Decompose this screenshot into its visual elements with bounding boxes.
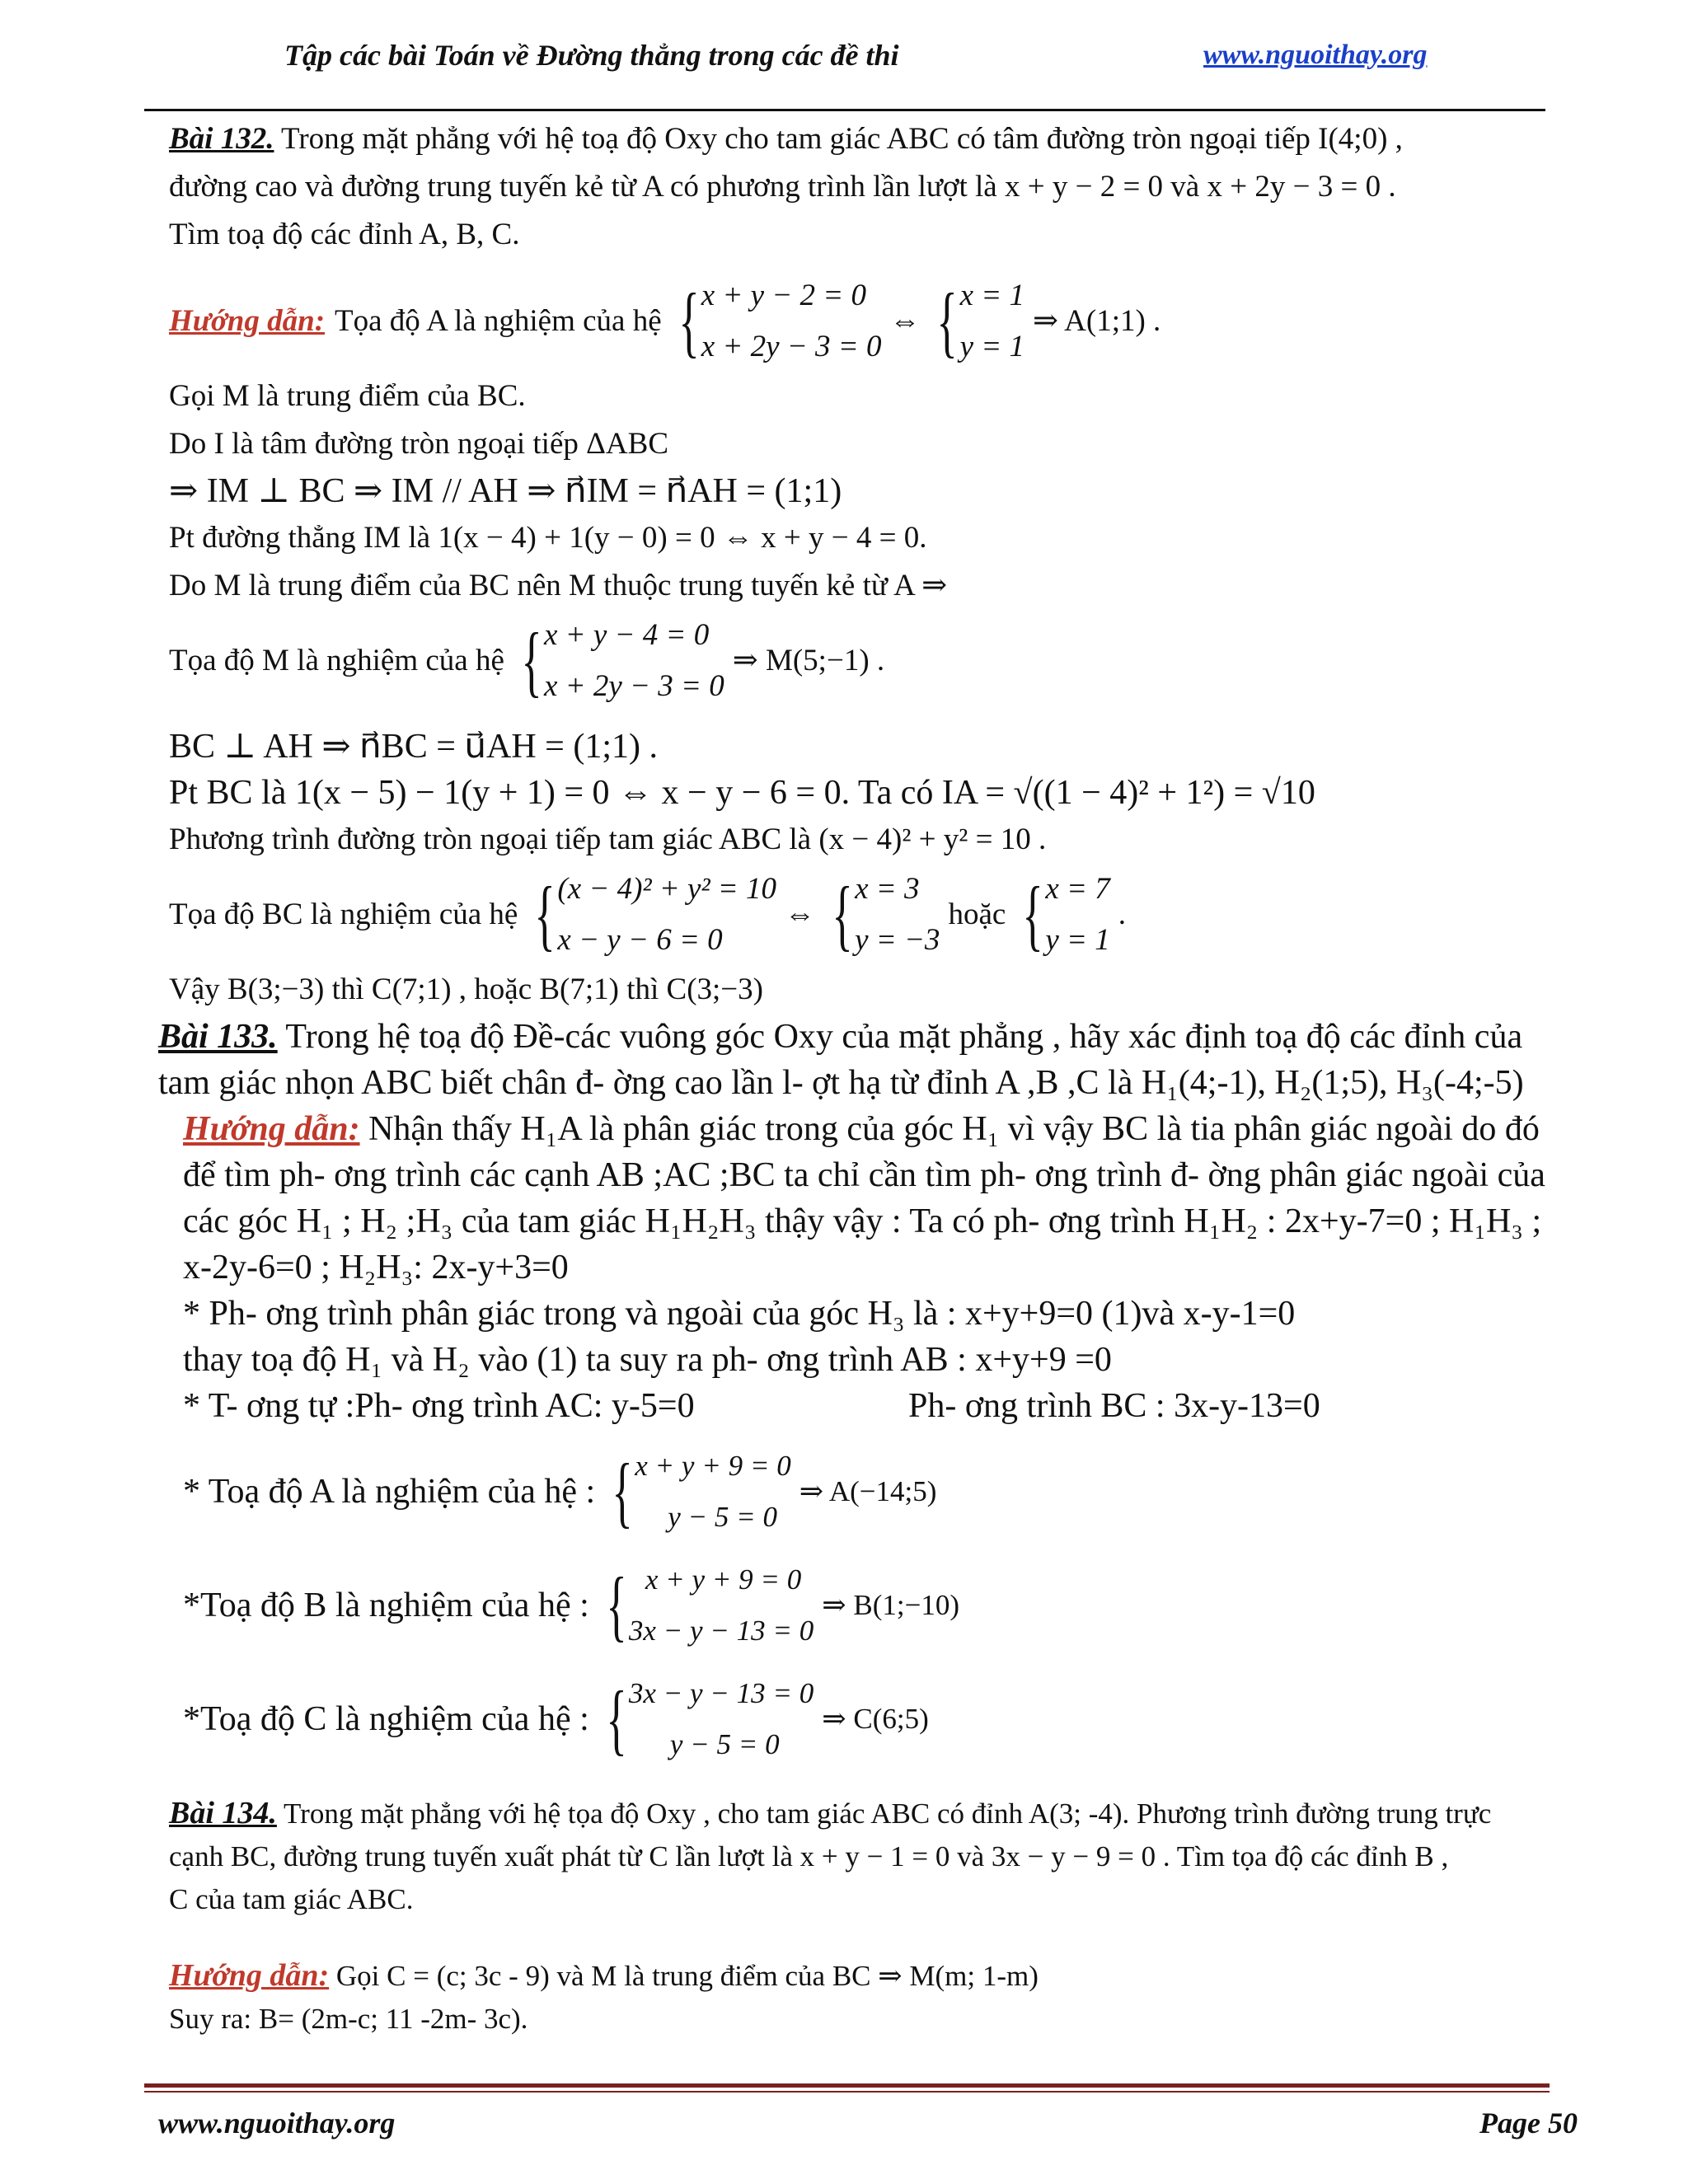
bc-equation: Ph- ơng trình BC : 3x-y-13=0 xyxy=(908,1387,1320,1425)
result: ⇒ A(1;1) . xyxy=(1032,304,1161,338)
header-link[interactable]: www.nguoithay.org xyxy=(1203,40,1428,70)
solution-132-line-5: Do I là tâm đường tròn ngoại tiếp ΔABC xyxy=(169,427,669,461)
equation: x − y − 6 = 0 xyxy=(557,923,723,957)
problem-133-line-1 xyxy=(158,1014,1558,1060)
solution-133-label: Hướng dẫn: xyxy=(183,1110,360,1148)
problem-133-text: Trong hệ toạ độ Đề-các vuông góc Oxy của mặt phẳng , hãy xác định toạ độ các đỉnh của xyxy=(277,1018,1523,1056)
page-content xyxy=(132,115,1558,2041)
system-b-intro: *Toạ độ B là nghiệm của hệ : xyxy=(183,1586,589,1624)
system-3-intro: Tọa độ BC là nghiệm của hệ xyxy=(169,898,518,931)
solution-132-line-8: Do M là trung điểm của BC nên M thuộc trung tuyến kẻ từ A ⇒ xyxy=(169,569,948,602)
solution-132-line-6: ⇒ IM ⊥ BC ⇒ IM // AH ⇒ n⃗IM = n⃗AH = (1;1) xyxy=(169,472,842,510)
left-brace-icon: { xyxy=(606,1675,627,1763)
left-brace-icon: { xyxy=(832,870,853,958)
solution-133-line-2: để tìm ph- ơng trình các cạnh AB ;AC ;BC ta chỉ cần tìm ph- ơng trình đ- ờng phân giác ngoài của xyxy=(183,1156,1545,1194)
result: ⇒ B(1;−10) xyxy=(822,1589,959,1621)
header-title: Tập các bài Toán về Đường thẳng trong các đề thi xyxy=(284,39,899,72)
solution-134-line-2: Suy ra: B= (2m-c; 11 -2m- 3c). xyxy=(169,2003,528,2035)
equation: y − 5 = 0 xyxy=(669,1728,780,1760)
result: ⇒ M(5;−1) . xyxy=(732,644,885,677)
problem-132-line-2: đường cao và đường trung tuyến kẻ từ A có phương trình lần lượt là x + y − 2 = 0 và x + 2y − 3 = 0 . xyxy=(169,170,1396,204)
ac-equation: * T- ơng tự :Ph- ơng trình AC: y-5=0 xyxy=(183,1387,695,1425)
solution-133-line-6: thay toạ độ H₁ và H₂ vào (1) ta suy ra ph- ơng trình AB : x+y+9 =0 xyxy=(183,1341,1112,1379)
problem-132-label: Bài 132. xyxy=(169,122,274,156)
system-1-intro: Tọa độ A là nghiệm của hệ xyxy=(335,304,662,338)
header-divider xyxy=(144,109,1545,111)
solution-134-label: Hướng dẫn: xyxy=(169,1958,330,1993)
solution-132-line-11: Phương trình đường tròn ngoại tiếp tam giác ABC là (x − 4)² + y² = 10 . xyxy=(169,823,1047,856)
system-b-equations xyxy=(598,1554,814,1657)
equation: y − 5 = 0 xyxy=(668,1501,778,1533)
problem-132-line-3: Tìm toạ độ các đỉnh A, B, C. xyxy=(169,218,520,251)
problem-132-text: Trong mặt phẳng với hệ toạ độ Oxy cho tam giác ABC có tâm đường tròn ngoại tiếp I(4;0) , xyxy=(274,122,1403,156)
left-brace-icon: { xyxy=(936,277,959,365)
equation: x = 1 xyxy=(959,279,1025,312)
left-brace-icon: { xyxy=(606,1561,627,1649)
left-brace-icon: { xyxy=(678,277,700,365)
system-3-solution-1 xyxy=(823,864,940,966)
or-word: hoặc xyxy=(948,898,1006,931)
problem-132 xyxy=(132,115,1558,1014)
left-brace-icon: { xyxy=(1022,870,1044,958)
equation: y = 1 xyxy=(1045,923,1110,957)
system-3-equations xyxy=(526,864,776,966)
solution-132-conclusion: Vậy B(3;−3) thì C(7;1) , hoặc B(7;1) thì C(3;−3) xyxy=(169,972,763,1006)
problem-134-line-3: C của tam giác ABC. xyxy=(169,1883,414,1915)
solution-132-label: Hướng dẫn: xyxy=(169,304,326,338)
equation: x + 2y − 3 = 0 xyxy=(543,669,724,703)
system-1-solution xyxy=(928,270,1024,373)
solution-132-system-3 xyxy=(169,864,1558,966)
solution-134-line-1 xyxy=(169,1954,1558,1998)
left-brace-icon: { xyxy=(534,870,556,958)
equivalence-symbol: ⇔ xyxy=(889,304,921,338)
solution-132-line-10: Pt BC là 1(x − 5) − 1(y + 1) = 0 ⇔ x − y − 6 = 0. Ta có IA = √((1 − 4)² + 1²) = √10 xyxy=(169,774,1315,812)
problem-134-line-1 xyxy=(169,1792,1558,1835)
solution-133-line-5: * Ph- ơng trình phân giác trong và ngoài của góc H₃ là : x+y+9=0 (1)và x-y-1=0 xyxy=(183,1295,1296,1333)
solution-132-line-7: Pt đường thẳng IM là 1(x − 4) + 1(y − 0) = 0 ⇔ x + y − 4 = 0. xyxy=(169,521,927,555)
solution-133-line-7 xyxy=(158,1383,1558,1429)
problem-133-line-2: tam giác nhọn ABC biết chân đ- ờng cao lần l- ợt hạ từ đỉnh A ,B ,C là H₁(4;-1), H₂(1;5), H₃(-4;-5) xyxy=(158,1064,1524,1102)
equivalence-symbol: ⇔ xyxy=(785,898,815,931)
system-2-equations xyxy=(513,610,724,712)
solution-133-line-1 xyxy=(158,1106,1558,1152)
solution-133-text: Nhận thấy H₁A là phân giác trong của góc H₁ vì vậy BC là tia phân giác ngoài do đó xyxy=(359,1110,1540,1148)
equation: x = 7 xyxy=(1045,872,1110,906)
system-a-equations xyxy=(603,1441,791,1543)
equation: x = 3 xyxy=(855,872,920,906)
solution-132-system-1 xyxy=(169,270,1558,373)
footer-divider-thick xyxy=(144,2083,1550,2088)
left-brace-icon: { xyxy=(521,616,542,705)
solution-133-system-a xyxy=(158,1441,1558,1543)
page-number: Page 50 xyxy=(1479,2107,1578,2139)
system-a-intro: * Toạ độ A là nghiệm của hệ : xyxy=(183,1473,596,1511)
system-1-equations xyxy=(670,270,882,373)
solution-133-line-3: các góc H₁ ; H₂ ;H₃ của tam giác H₁H₂H₃ thậy vậy : Ta có ph- ơng trình H₁H₂ : 2x+y-7=0 ; H₁H₃ ; xyxy=(183,1202,1542,1240)
problem-132-line-1 xyxy=(169,115,1558,163)
problem-134-line-2: cạnh BC, đường trung tuyến xuất phát từ C lần lượt là x + y − 1 = 0 và 3x − y − 9 = 0 . Tìm tọa độ các đỉnh B , xyxy=(169,1840,1449,1872)
system-3-solution-2 xyxy=(1014,864,1109,966)
equation: y = −3 xyxy=(855,923,940,957)
problem-134 xyxy=(132,1792,1558,2041)
system-c-intro: *Toạ độ C là nghiệm của hệ : xyxy=(183,1700,589,1738)
result: . xyxy=(1118,898,1127,931)
result: ⇒ A(−14;5) xyxy=(799,1475,937,1507)
result: ⇒ C(6;5) xyxy=(822,1703,929,1735)
left-brace-icon: { xyxy=(612,1447,633,1535)
solution-132-system-2 xyxy=(169,610,1558,712)
solution-133-line-4: x-2y-6=0 ; H₂H₃: 2x-y+3=0 xyxy=(183,1249,569,1286)
equation: x + 2y − 3 = 0 xyxy=(701,330,882,363)
solution-133-system-c xyxy=(158,1668,1558,1770)
equation: y = 1 xyxy=(959,330,1025,363)
solution-132-line-4: Gọi M là trung điểm của BC. xyxy=(169,379,526,413)
system-2-intro: Tọa độ M là nghiệm của hệ xyxy=(169,644,504,677)
equation: x + y + 9 = 0 xyxy=(645,1563,802,1596)
equation: 3x − y − 13 = 0 xyxy=(628,1615,814,1647)
footer-link[interactable]: www.nguoithay.org xyxy=(158,2107,396,2139)
solution-133-system-b xyxy=(158,1554,1558,1657)
problem-134-label: Bài 134. xyxy=(169,1796,277,1830)
equation: 3x − y − 13 = 0 xyxy=(628,1677,814,1709)
footer-divider-thin xyxy=(144,2091,1550,2093)
solution-132-line-9: BC ⊥ AH ⇒ n⃗BC = u⃗AH = (1;1) . xyxy=(169,728,659,766)
system-c-equations xyxy=(598,1668,814,1770)
equation: x + y − 4 = 0 xyxy=(543,618,710,652)
equation: x + y + 9 = 0 xyxy=(635,1450,791,1482)
problem-133 xyxy=(132,1014,1558,1770)
equation: (x − 4)² + y² = 10 xyxy=(557,872,776,906)
page-header xyxy=(0,0,1688,115)
equation: x + y − 2 = 0 xyxy=(701,279,866,312)
problem-133-label: Bài 133. xyxy=(158,1018,278,1056)
solution-134-text: Gọi C = (c; 3c - 9) và M là trung điểm của BC ⇒ M(m; 1-m) xyxy=(329,1960,1039,1992)
problem-134-text: Trong mặt phẳng với hệ tọa độ Oxy , cho tam giác ABC có đỉnh A(3; -4). Phương trình đường trung trực xyxy=(276,1797,1492,1830)
